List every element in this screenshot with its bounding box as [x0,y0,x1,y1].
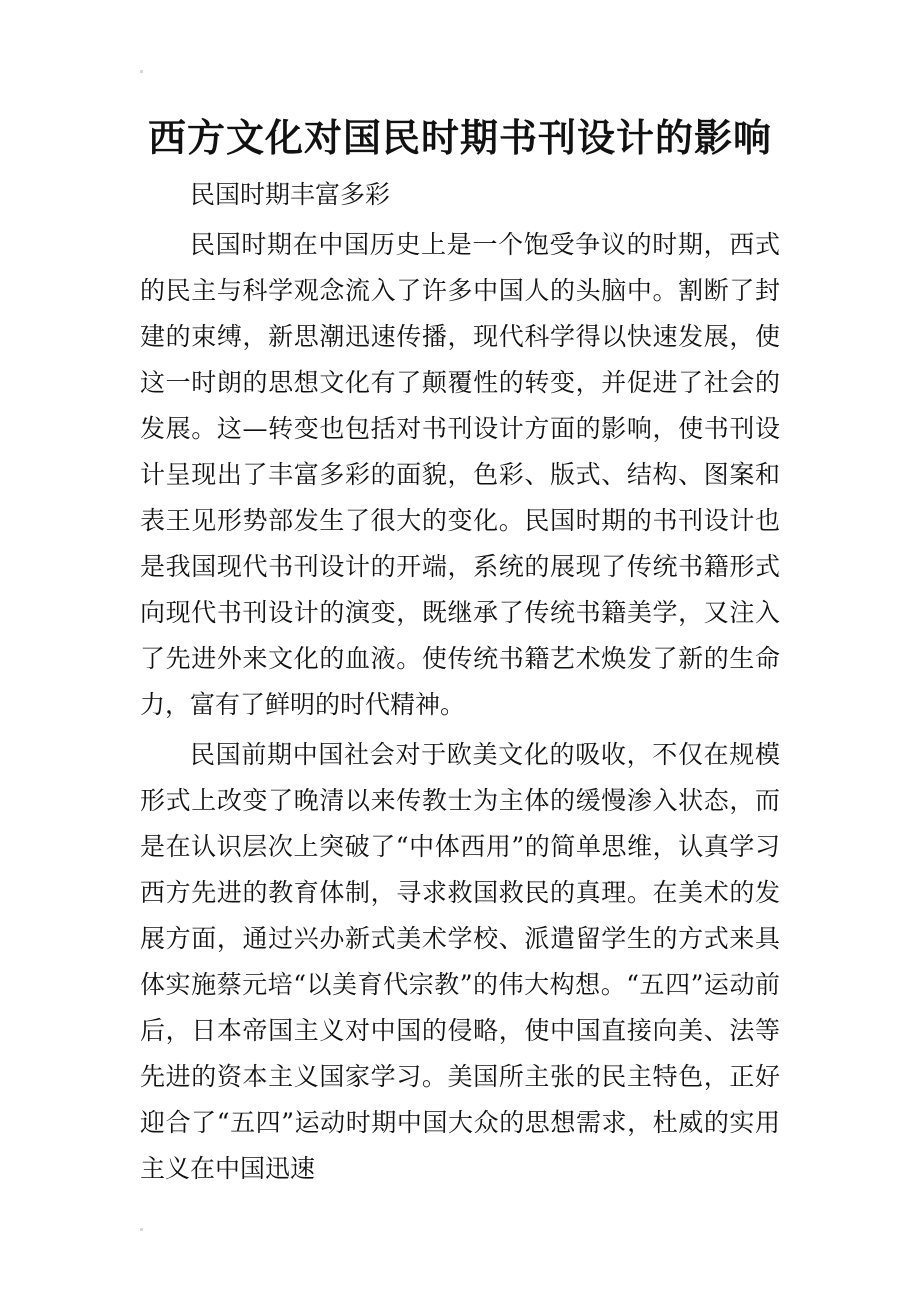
page-title: 西方文化对国民时期书刊设计的影响 [147,115,772,160]
corner-mark-top-left [140,70,143,73]
document-body [140,172,780,1192]
paragraph-2: 民国前期中国社会对于欧美文化的吸收，不仅在规模形式上改变了晚清以来传教士为主体的缓慢渗入状态，而是在认识层次上突破了“中体西用”的简单思维，认真学习西方先进的教育体制，寻求救国救民的真理。在美术的发展方面，通过兴办新式美术学校、派遣留学生的方式来具体实施蔡元培“以美育代宗教”的伟大构想。“五四”运动前后，日本帝国主义对中国的侵略，使中国直接向美、法等先进的资本主义国家学习。美国所主张的民主特色，正好迎合了“五四”运动时期中国大众的思想需求，杜威的实用主义在中国迅速 [140,740,780,1183]
section-subheading: 民国时期丰富多彩 [190,180,391,209]
corner-mark-bottom-left [140,1228,143,1231]
paragraph-1: 民国时期在中国历史上是一个饱受争议的时期，西式的民主与科学观念流入了许多中国人的头脑中。割断了封建的束缚，新思潮迅速传播，现代科学得以快速发展，使这一时朗的思想文化有了颠覆性的转变，并促进了社会的发展。这—转变也包括对书刊设计方面的影响，使书刊设计呈现出了丰富多彩的面貌，色彩、版式、结构、图案和表王见形势部发生了很大的变化。民国时期的书刊设计也是我国现代书刊设计的开端，系统的展现了传统书籍形式向现代书刊设计的演变，既继承了传统书籍美学，又注入了先进外来文化的血液。使传统书籍艺术焕发了新的生命力，富有了鲜明的时代精神。 [140,230,780,719]
